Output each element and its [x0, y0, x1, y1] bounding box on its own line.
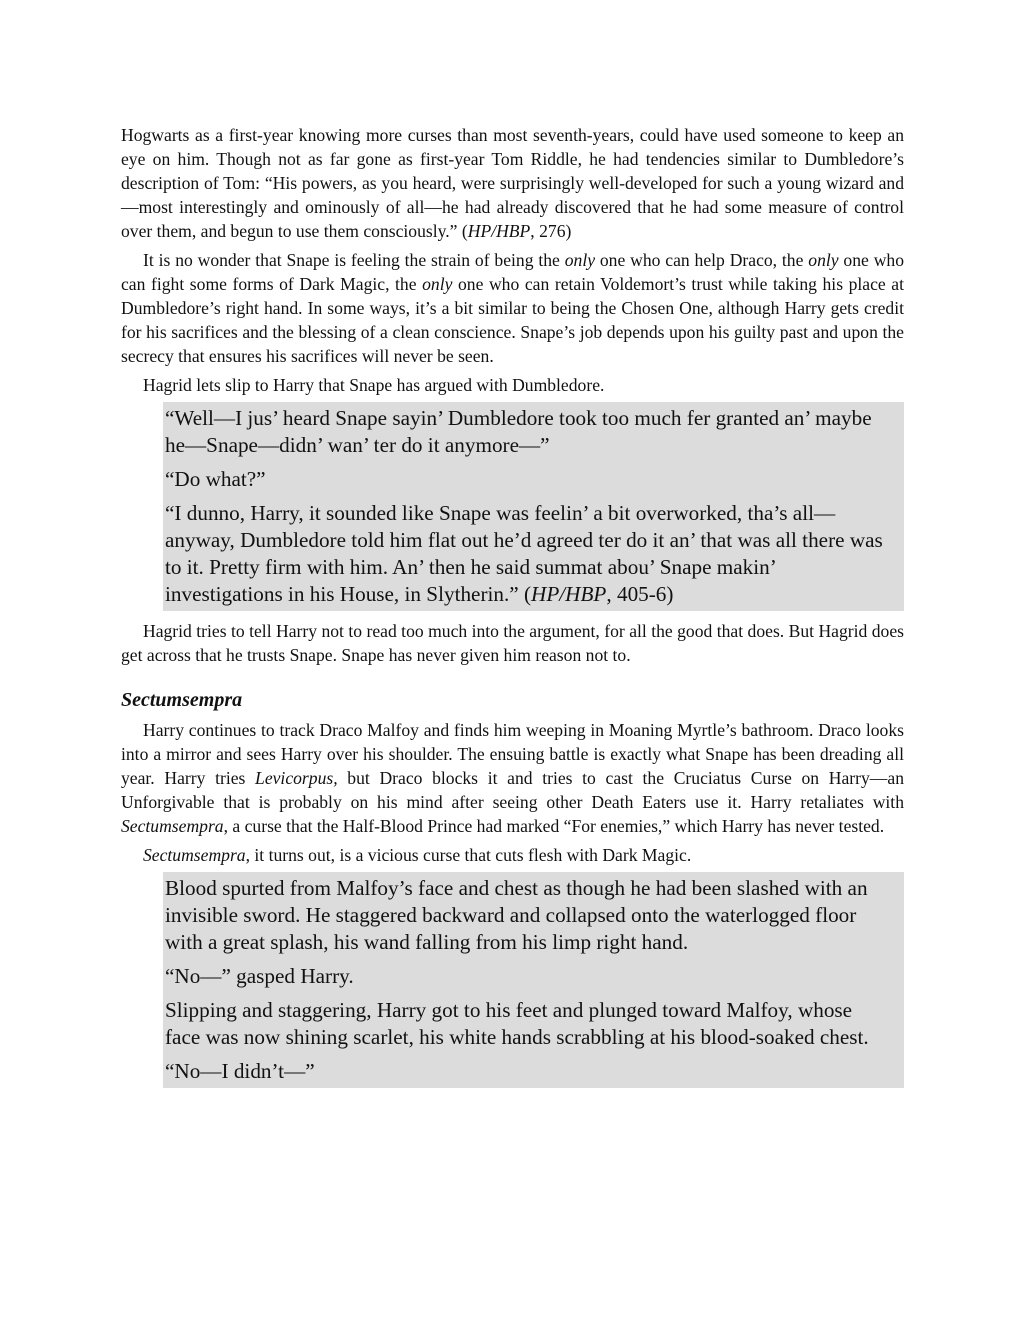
quote-line: “Well—I jus’ heard Snape sayin’ Dumbledore took too much fer granted an’ maybe he—Snape—didn’ wan’ ter do it anymore—” — [165, 406, 872, 457]
quote-line: Blood spurted from Malfoy’s face and chest as though he had been slashed with an invisible sword. He staggered backward and collapsed onto the waterlogged floor with a great splash, his wand falling from his limp right hand. — [165, 876, 868, 954]
quote-line: “Do what?” — [165, 467, 266, 491]
paragraph-hagrid-trust: Hagrid tries to tell Harry not to read too much into the argument, for all the good that does. But Hagrid does get across that he trusts Snape. Snape has never given him reason not to. — [121, 621, 904, 665]
paragraph-snape-strain: It is no wonder that Snape is feeling the strain of being the only one who can help Draco, the only one who can fight some forms of Dark Magic, the only one who can retain Voldemort’s trust while taking his place at Dumbledore’s right hand. In some ways, it’s a bit similar to being the Chosen One, although Harry gets credit for his sacrifices and the blessing of a clean conscience. Snape’s job depends upon his guilty past and upon the secrecy that ensures his sacrifices will never be seen. — [121, 250, 904, 366]
paragraph-tom-riddle: Hogwarts as a first-year knowing more curses than most seventh-years, could have used someone to keep an eye on him. Though not as far gone as first-year Tom Riddle, he had tendencies similar to Dumbledore’s description of Tom: “His powers, as you heard, were surprisingly well-developed for such a young wizard and—most interestingly and ominously of all—he had already discovered that he had some measure of control over them, and begun to use them consciously.” (HP/HBP, 276) — [121, 125, 904, 241]
block-quote-malfoy — [163, 872, 904, 1088]
paragraph-battle: Harry continues to track Draco Malfoy and finds him weeping in Moaning Myrtle’s bathroom. Draco looks into a mirror and sees Harry over his shoulder. The ensuing battle is exactly what Snape has been dreading all year. Harry tries Levicorpus, but Draco blocks it and tries to cast the Cruciatus Curse on Harry—an Unforgivable that is probably on his mind after seeing other Death Eaters use it. Harry retaliates with Sectumsempra, a curse that the Half-Blood Prince had marked “For enemies,” which Harry has never tested. — [121, 720, 905, 836]
paragraph-hagrid-slip: Hagrid lets slip to Harry that Snape has argued with Dumbledore. — [143, 375, 605, 395]
quote-line: Slipping and staggering, Harry got to his feet and plunged toward Malfoy, whose face was now shining scarlet, his white hands scrabbling at his blood-soaked chest. — [165, 998, 869, 1049]
quote-line: “I dunno, Harry, it sounded like Snape was feelin’ a bit overworked, tha’s all—anyway, Dumbledore told him flat out he’d agreed ter do it an’ that was all there was to it. Pretty firm with him. An’ then he said summat abou’ Snape makin’ investigations in his House, in Slytherin.” (HP/HBP, 405-6) — [165, 501, 883, 606]
quote-line: “No—I didn’t—” — [165, 1059, 315, 1083]
section-heading: Sectumsempra — [121, 689, 243, 711]
block-quote-hagrid — [163, 402, 904, 611]
quote-line: “No—” gasped Harry. — [165, 964, 354, 988]
paragraph-sectumsempra-curse: Sectumsempra, it turns out, is a vicious curse that cuts flesh with Dark Magic. — [143, 845, 692, 865]
document-page — [121, 123, 904, 1096]
